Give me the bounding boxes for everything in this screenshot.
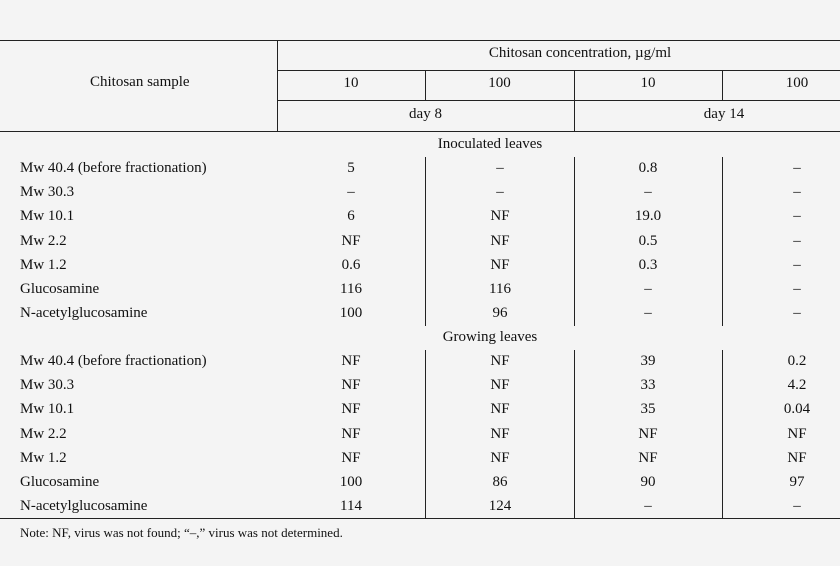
table-cell: – bbox=[644, 498, 652, 515]
table-cell: NF bbox=[787, 449, 807, 466]
table-cell: 35 bbox=[640, 401, 656, 418]
table-cell: 90 bbox=[640, 474, 656, 490]
table-cell: 116 bbox=[489, 281, 511, 297]
table-cell: 124 bbox=[488, 498, 512, 515]
concentration-rule bbox=[277, 70, 840, 71]
table-cell: – bbox=[644, 305, 652, 322]
table-cell: 0.04 bbox=[783, 401, 811, 418]
table-cell: NF bbox=[341, 449, 361, 466]
table-cell: – bbox=[496, 160, 504, 176]
table-cell: – bbox=[496, 184, 504, 201]
table-cell: – bbox=[793, 160, 801, 176]
table-cell: – bbox=[793, 256, 801, 273]
body-divider-2 bbox=[574, 157, 575, 326]
section-title: Growing leaves bbox=[442, 329, 538, 345]
table-cell: NF bbox=[490, 401, 510, 418]
body-divider-3b bbox=[722, 350, 723, 518]
concentration-value: 10 bbox=[343, 75, 359, 91]
table-cell: – bbox=[793, 305, 801, 322]
body-divider-2b bbox=[574, 350, 575, 518]
table-cell: NF bbox=[490, 208, 510, 225]
row-label: Mw 1.2 bbox=[20, 256, 67, 273]
row-label: Mw 2.2 bbox=[20, 425, 67, 442]
concentration-value: 100 bbox=[488, 75, 511, 91]
top-rule bbox=[0, 40, 840, 41]
table-cell: – bbox=[793, 208, 801, 225]
row-label: Mw 10.1 bbox=[20, 208, 75, 225]
table-cell: 86 bbox=[492, 474, 508, 490]
table-cell: NF bbox=[341, 425, 361, 442]
table-cell: 0.6 bbox=[341, 256, 361, 273]
row-label: Mw 2.2 bbox=[20, 232, 67, 249]
row-label: Mw 30.3 bbox=[20, 184, 75, 201]
table-cell: NF bbox=[490, 377, 510, 394]
table-cell: NF bbox=[490, 449, 510, 466]
table-cell: NF bbox=[341, 377, 361, 394]
row-label: Mw 30.3 bbox=[20, 377, 75, 394]
table-cell: NF bbox=[490, 353, 510, 369]
table-cell: – bbox=[793, 184, 801, 201]
table-cell: 96 bbox=[492, 305, 508, 322]
table-cell: 116 bbox=[340, 281, 362, 297]
table-cell: NF bbox=[341, 353, 361, 369]
section-title: Inoculated leaves bbox=[437, 136, 543, 152]
concentration-header: Chitosan concentration, µg/ml bbox=[488, 45, 672, 61]
table-cell: 0.8 bbox=[638, 160, 658, 176]
row-label: N-acetylglucosamine bbox=[20, 305, 148, 322]
header-bottom-rule bbox=[0, 131, 840, 132]
table-cell: NF bbox=[490, 256, 510, 273]
row-label: Mw 40.4 (before fractionation) bbox=[20, 160, 207, 176]
table-cell: NF bbox=[638, 425, 658, 442]
table-cell: 100 bbox=[339, 305, 363, 322]
table-cell: – bbox=[644, 184, 652, 201]
table-cell: – bbox=[793, 232, 801, 249]
sample-column-header: Chitosan sample bbox=[90, 74, 190, 90]
table-cell: NF bbox=[490, 425, 510, 442]
conc-values-rule bbox=[277, 100, 840, 101]
table-cell: 5 bbox=[347, 160, 355, 176]
day-label: day 14 bbox=[703, 106, 745, 122]
row-label: Glucosamine bbox=[20, 474, 100, 490]
table-cell: – bbox=[644, 281, 652, 297]
row-label: Mw 10.1 bbox=[20, 401, 75, 418]
table-cell: 0.5 bbox=[638, 232, 658, 249]
day-label: day 8 bbox=[409, 106, 442, 122]
table-note: Note: NF, virus was not found; “–,” virus was not determined. bbox=[20, 525, 343, 540]
table-cell: 19.0 bbox=[634, 208, 662, 225]
table-cell: 4.2 bbox=[787, 377, 807, 394]
table-cell: 39 bbox=[640, 353, 656, 369]
row-label: Mw 40.4 (before fractionation) bbox=[20, 353, 207, 369]
concentration-value: 100 bbox=[785, 75, 809, 91]
table-cell: 0.2 bbox=[787, 353, 807, 369]
table-cell: NF bbox=[341, 232, 361, 249]
table-cell: 0.3 bbox=[638, 256, 658, 273]
concentration-value: 10 bbox=[640, 75, 656, 91]
row-label: N-acetylglucosamine bbox=[20, 498, 148, 515]
table-cell: NF bbox=[638, 449, 658, 466]
body-divider-1b bbox=[425, 350, 426, 518]
table-cell: 33 bbox=[640, 377, 656, 394]
body-divider-1 bbox=[425, 157, 426, 326]
table-cell: 6 bbox=[347, 208, 355, 225]
table-cell: 97 bbox=[789, 474, 805, 490]
table-cell: – bbox=[347, 184, 355, 201]
table-cell: 100 bbox=[339, 474, 363, 490]
row-label: Glucosamine bbox=[20, 281, 100, 297]
table-cell: NF bbox=[490, 232, 510, 249]
table-cell: – bbox=[793, 498, 801, 515]
table-cell: 114 bbox=[340, 498, 362, 515]
table-cell: NF bbox=[341, 401, 361, 418]
body-divider-3 bbox=[722, 157, 723, 326]
bottom-rule bbox=[0, 518, 840, 519]
table-cell: NF bbox=[787, 425, 807, 442]
row-label: Mw 1.2 bbox=[20, 449, 67, 466]
table-cell: – bbox=[793, 281, 801, 297]
